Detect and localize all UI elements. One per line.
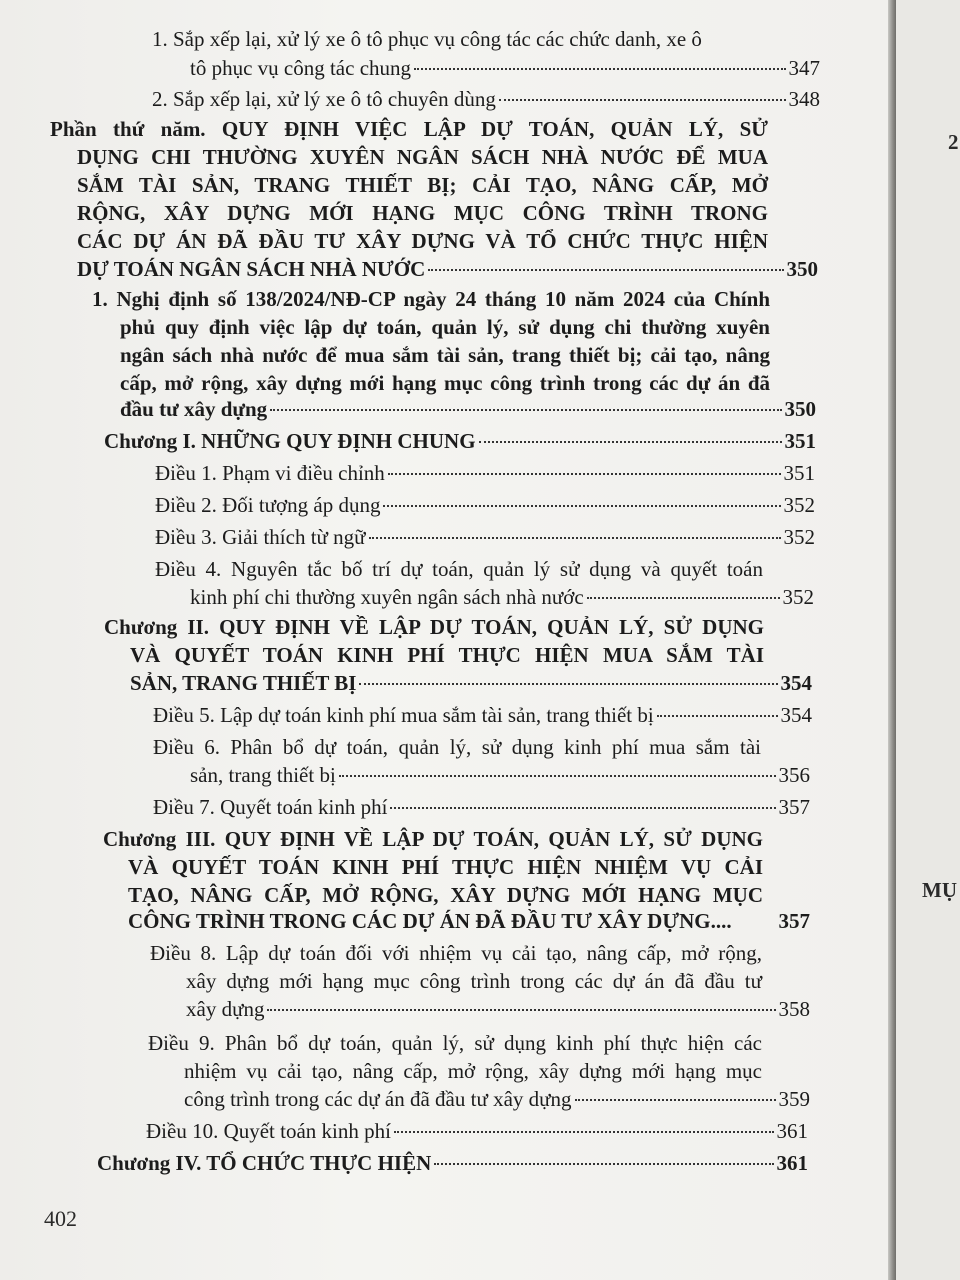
toc-page-number: 357 [778,909,810,933]
part-heading [77,172,768,198]
toc-page-number: 354 [780,703,812,727]
chapter-entry [104,614,764,640]
dot-leader [270,409,781,411]
toc-entry-text: TẠO, NÂNG CẤP, MỞ RỘNG, XÂY DỰNG MỚI HẠNG MỤC [128,883,763,907]
toc-page-number: 354 [780,671,812,695]
article-entry [155,492,815,518]
toc-entry-text: Chương III. QUY ĐỊNH VỀ LẬP DỰ TOÁN, QUẢN LÝ, SỬ DỤNG [103,827,763,851]
chapter-entry [128,882,763,908]
dot-leader [428,269,783,271]
toc-entry-text: Chương IV. TỔ CHỨC THỰC HIỆN [97,1151,432,1175]
toc-entry-text: VÀ QUYẾT TOÁN KINH PHÍ THỰC HIỆN NHIỆM VỤ CẢI [128,855,763,879]
dot-leader [383,505,780,507]
chapter-entry [128,908,810,934]
dot-leader [390,807,775,809]
part-heading [77,256,818,282]
article-entry [186,968,762,994]
part-heading [77,200,768,226]
toc-entry-text: tô phục vụ công tác chung [190,56,412,80]
toc-entry-text: 2. Sắp xếp lại, xử lý xe ô tô chuyên dùng [152,87,496,111]
facing-page-text: MỤ [922,878,957,902]
dot-leader [369,537,781,539]
toc-page-number: 361 [776,1119,808,1143]
article-entry [153,734,761,760]
toc-entry-text: Chương II. QUY ĐỊNH VỀ LẬP DỰ TOÁN, QUẢN LÝ, SỬ DỤNG [104,615,764,639]
toc-entry-text: VÀ QUYẾT TOÁN KINH PHÍ THỰC HIỆN MUA SẮM TÀI [130,643,764,667]
toc-entry-text: Điều 1. Phạm vi điều chỉnh [155,461,385,485]
toc-page-number: 359 [778,1087,810,1111]
toc-page-number: 352 [783,525,815,549]
toc-page-number: 347 [788,56,820,80]
toc-entry-text: CÔNG TRÌNH TRONG CÁC DỰ ÁN ĐÃ ĐẦU TƯ XÂY DỰNG.... [128,909,732,933]
toc-page-number: 351 [784,429,816,453]
toc-entry-text: nhiệm vụ cải tạo, nâng cấp, mở rộng, xây dựng mới hạng mục [184,1059,762,1083]
dot-leader [479,441,782,443]
toc-entry-text: Điều 5. Lập dự toán kinh phí mua sắm tài sản, trang thiết bị [153,703,654,727]
article-entry [184,1086,810,1112]
toc-page-number: 358 [778,997,810,1021]
article-entry [155,556,763,582]
toc-page-number: 357 [778,795,810,819]
article-entry [190,584,814,610]
article-entry [155,460,815,486]
part-heading [77,228,768,254]
toc-entry-text: công trình trong các dự án đã đầu tư xây dựng [184,1087,572,1111]
toc-entry-text: Điều 8. Lập dự toán đối với nhiệm vụ cải tạo, nâng cấp, mở rộng, [150,941,762,965]
article-entry [153,702,812,728]
toc-entry-text: xây dựng mới hạng mục công trình trong các dự án đã đầu tư [186,969,762,993]
toc-entry-text: Điều 10. Quyết toán kinh phí [146,1119,391,1143]
toc-entry-text: RỘNG, XÂY DỰNG MỚI HẠNG MỤC CÔNG TRÌNH TRONG [77,201,768,225]
facing-page-text: 2 [948,130,959,154]
toc-page-number: 361 [776,1151,808,1175]
toc-entry [152,86,820,112]
toc-page-number: 352 [782,585,814,609]
article-entry [190,762,810,788]
dot-leader [388,473,781,475]
toc-page-number: 356 [778,763,810,787]
article-entry [184,1058,762,1084]
toc-entry-text: 1. Nghị định số 138/2024/NĐ-CP ngày 24 tháng 10 năm 2024 của Chính [92,287,770,311]
toc-entry-text: DỰ TOÁN NGÂN SÁCH NHÀ NƯỚC [77,257,426,281]
toc-entry-text: cấp, mở rộng, xây dựng mới hạng mục công trình trong các dự án đã [120,371,770,395]
toc-entry-text: Điều 3. Giải thích từ ngữ [155,525,366,549]
article-entry [146,1118,808,1144]
toc-entry-text: SẮM TÀI SẢN, TRANG THIẾT BỊ; CẢI TẠO, NÂNG CẤP, MỞ [77,173,768,197]
toc-entry-text: Phần thứ năm. QUY ĐỊNH VIỆC LẬP DỰ TOÁN, QUẢN LÝ, SỬ [50,117,768,141]
toc-entry-text: ngân sách nhà nước để mua sắm tài sản, trang thiết bị; cải tạo, nâng [120,343,770,367]
dot-leader [575,1099,776,1101]
decree-heading [120,370,770,396]
toc-entry [152,26,792,52]
dot-leader [394,1131,774,1133]
toc-entry-text: xây dựng [186,997,265,1021]
dot-leader [339,775,776,777]
part-heading [50,116,768,142]
part-heading [77,144,768,170]
chapter-entry [128,854,763,880]
chapter-entry [97,1150,808,1176]
decree-heading [92,286,770,312]
decree-heading [120,314,770,340]
toc-entry-text: 1. Sắp xếp lại, xử lý xe ô tô phục vụ công tác các chức danh, xe ô [152,27,702,51]
dot-leader [359,683,777,685]
decree-heading [120,396,816,422]
toc-entry [190,55,820,81]
book-gutter [888,0,896,1280]
toc-page-number: 351 [783,461,815,485]
chapter-entry [103,826,763,852]
article-entry [155,524,815,550]
toc-entry-text: Điều 4. Nguyên tắc bố trí dự toán, quản lý sử dụng và quyết toán [155,557,763,581]
toc-entry-text: Điều 9. Phân bổ dự toán, quản lý, sử dụng kinh phí thực hiện các [148,1031,762,1055]
toc-page-number: 348 [788,87,820,111]
article-entry [186,996,810,1022]
toc-page-number: 350 [786,257,818,281]
chapter-entry [130,642,764,668]
toc-entry-text: kinh phí chi thường xuyên ngân sách nhà nước [190,585,584,609]
toc-entry-text: Chương I. NHỮNG QUY ĐỊNH CHUNG [104,429,476,453]
dot-leader [414,68,785,70]
facing-page-edge [896,0,960,1280]
dot-leader [587,597,780,599]
dot-leader [657,715,778,717]
dot-leader [434,1163,773,1165]
article-entry [150,940,762,966]
toc-entry-text: Điều 7. Quyết toán kinh phí [153,795,388,819]
toc-entry-text: Điều 6. Phân bổ dự toán, quản lý, sử dụng kinh phí mua sắm tài [153,735,761,759]
toc-entry-text: SẢN, TRANG THIẾT BỊ [130,671,357,695]
dot-leader [267,1009,775,1011]
decree-heading [120,342,770,368]
toc-entry-text: đầu tư xây dựng [120,397,268,421]
toc-page-number: 352 [783,493,815,517]
dot-leader [499,99,786,101]
toc-entry-text: Điều 2. Đối tượng áp dụng [155,493,381,517]
toc-page-number: 350 [784,397,816,421]
toc-entry-text: DỤNG CHI THƯỜNG XUYÊN NGÂN SÁCH NHÀ NƯỚC ĐỂ MUA [77,145,768,169]
article-entry [153,794,810,820]
toc-entry-text: phủ quy định việc lập dự toán, quản lý, sử dụng chi thường xuyên [120,315,770,339]
page-number: 402 [44,1206,77,1231]
chapter-entry [104,428,816,454]
toc-entry-text: sản, trang thiết bị [190,763,336,787]
toc-entry-text: CÁC DỰ ÁN ĐÃ ĐẦU TƯ XÂY DỰNG VÀ TỔ CHỨC THỰC HIỆN [77,229,768,253]
article-entry [148,1030,762,1056]
chapter-entry [130,670,812,696]
